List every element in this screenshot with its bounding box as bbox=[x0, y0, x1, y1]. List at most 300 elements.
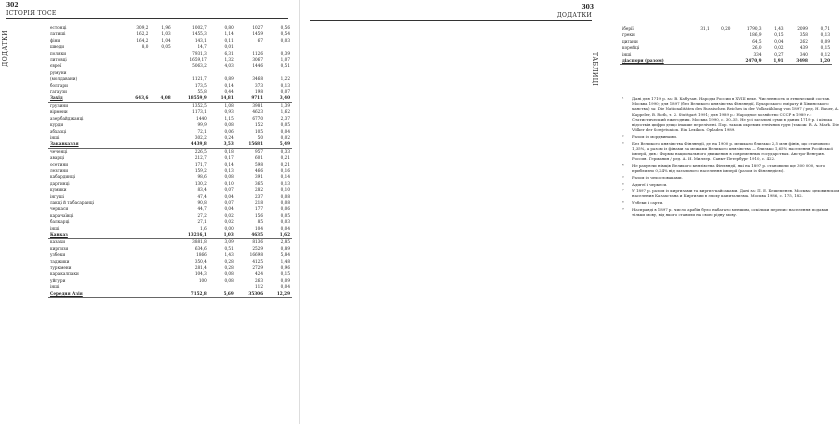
row-value: 1440 bbox=[196, 115, 207, 121]
row-value: 6770 bbox=[252, 115, 263, 121]
ethnic-table-continued bbox=[620, 26, 832, 65]
row-value: 358 bbox=[799, 32, 808, 38]
row-value: 0,33 bbox=[280, 148, 290, 154]
row-value: 0,71 bbox=[820, 26, 830, 31]
footnote bbox=[622, 96, 840, 132]
row-value: 0,08 bbox=[224, 271, 234, 277]
row-label: шведи bbox=[50, 44, 65, 50]
row-value: 44,7 bbox=[197, 206, 207, 212]
footnote-text: Не рахуючи німців Великого князівства Фінляндії, які на 1897 р. становили ще 300 000, чого приблизно 0,24% від загального населення імперії (разом із Фінляндією). bbox=[632, 162, 826, 174]
row-value: 0,51 bbox=[280, 63, 290, 69]
row-value: 0,44 bbox=[224, 89, 234, 95]
row-value: 1,08 bbox=[224, 102, 234, 108]
row-value: 218 bbox=[255, 199, 263, 205]
row-value: 0,07 bbox=[224, 187, 234, 193]
row-value: 0,14 bbox=[224, 161, 234, 167]
row-label: греки bbox=[622, 32, 635, 38]
row-value: 1,6 bbox=[200, 225, 207, 231]
row-value: 0,07 bbox=[224, 199, 234, 205]
row-label: корейці bbox=[622, 45, 640, 51]
row-value: 72,1 bbox=[197, 128, 207, 134]
table-row bbox=[48, 95, 292, 102]
row-label: (молдавани) bbox=[50, 76, 78, 82]
row-value bbox=[150, 239, 172, 246]
row-label: фіни bbox=[50, 37, 61, 43]
row-value: 0,15 bbox=[280, 271, 290, 277]
row-label: узбеки bbox=[50, 252, 66, 258]
row-value: 4,08 bbox=[150, 95, 172, 102]
row-label: Кавказ bbox=[48, 232, 123, 239]
footnote-mark: ⁶ bbox=[622, 181, 624, 187]
row-value: 50 bbox=[257, 134, 263, 140]
row-value: 601 bbox=[255, 155, 263, 161]
row-value: 957 bbox=[255, 148, 263, 154]
row-value: 334 bbox=[753, 51, 762, 57]
row-label: румуни bbox=[50, 69, 67, 75]
footnote-mark: ² bbox=[622, 133, 624, 139]
header-rule bbox=[310, 20, 592, 21]
row-value: 0,02 bbox=[224, 212, 234, 218]
row-label: карачаївці bbox=[50, 212, 74, 218]
row-value: 0,06 bbox=[280, 206, 290, 212]
footnote bbox=[622, 175, 840, 180]
row-value: 5,49 bbox=[265, 141, 292, 148]
table-row bbox=[48, 148, 292, 155]
row-value: 0,39 bbox=[280, 50, 290, 56]
row-value: 7152,8 bbox=[173, 291, 209, 298]
row-value bbox=[691, 58, 712, 65]
row-value: 391 bbox=[255, 174, 263, 180]
row-value: 0,13 bbox=[280, 180, 290, 186]
row-value: 1121,7 bbox=[192, 76, 207, 82]
row-value: 164,2 bbox=[136, 37, 149, 43]
row-value: 1,32 bbox=[224, 57, 234, 63]
side-tab: ДОДАТКИ bbox=[2, 30, 9, 67]
row-value: 31,1 bbox=[700, 26, 710, 31]
footnote-text: Разом із чехословаками. bbox=[632, 174, 683, 180]
row-label: інші bbox=[622, 51, 632, 57]
row-label: азербайджанці bbox=[50, 115, 84, 121]
table-row bbox=[48, 239, 292, 246]
row-value: 237 bbox=[255, 193, 263, 199]
row-value: 226,5 bbox=[194, 148, 207, 154]
row-value: 1,20 bbox=[810, 58, 832, 65]
row-value: 309,2 bbox=[136, 25, 149, 30]
row-value: 0,02 bbox=[774, 45, 784, 51]
row-value: 365 bbox=[255, 180, 263, 186]
row-value: 55,8 bbox=[197, 89, 207, 95]
row-value: 3,40 bbox=[265, 95, 292, 102]
row-value: 0,93 bbox=[224, 109, 234, 115]
footnote bbox=[622, 141, 840, 162]
row-value bbox=[150, 141, 172, 148]
row-value: 2470,9 bbox=[732, 58, 763, 65]
footnotes bbox=[622, 96, 840, 219]
row-value: 3981 bbox=[252, 102, 263, 108]
row-value bbox=[150, 102, 172, 109]
footnote-text: Насправді в 1897 р. число арабів було набагато меншим, оскільки перепис населення подавав тільки мову, від якого ставили на свою рідну мову. bbox=[632, 206, 829, 218]
row-value: 3067 bbox=[252, 57, 263, 63]
row-value: 0,12 bbox=[820, 51, 830, 57]
row-value: 162,2 bbox=[136, 31, 149, 37]
footnote-mark: ⁴ bbox=[622, 162, 624, 168]
ethnic-table bbox=[48, 25, 292, 298]
row-label: латиші bbox=[50, 31, 66, 37]
row-value: 104 bbox=[255, 225, 263, 231]
row-value: 1659,17 bbox=[189, 57, 207, 63]
row-label: туркмени bbox=[50, 265, 72, 271]
row-value: 1,62 bbox=[280, 109, 290, 115]
row-value: 0,13 bbox=[224, 167, 234, 173]
row-value: 0,14 bbox=[224, 82, 234, 88]
row-value: 0,09 bbox=[820, 38, 830, 44]
footnote bbox=[622, 188, 840, 198]
row-label: балкарці bbox=[50, 219, 70, 225]
row-value: 0,20 bbox=[721, 26, 731, 31]
row-value: 3,09 bbox=[224, 239, 234, 245]
row-value: 0,08 bbox=[280, 199, 290, 205]
row-value: 1,39 bbox=[280, 102, 290, 108]
footnote bbox=[622, 200, 840, 205]
row-value: 424 bbox=[255, 271, 263, 277]
row-value: 0,24 bbox=[224, 134, 234, 140]
row-value: 0,96 bbox=[280, 265, 290, 271]
row-value: 1,03 bbox=[209, 232, 236, 239]
row-label: Закавказзя bbox=[48, 141, 123, 148]
row-label: гагаузи bbox=[50, 89, 67, 95]
row-value: 98,6 bbox=[197, 174, 207, 180]
row-value: 171,7 bbox=[194, 161, 207, 167]
row-value: 598 bbox=[255, 161, 263, 167]
row-value: 0,05 bbox=[280, 212, 290, 218]
row-value: 1,43 bbox=[774, 26, 784, 31]
row-value: 4125 bbox=[252, 258, 263, 264]
row-value: 0,54 bbox=[280, 31, 290, 37]
row-label: інші bbox=[50, 284, 60, 290]
row-label: лезгини bbox=[50, 167, 68, 173]
row-value: 1446 bbox=[252, 63, 263, 69]
row-value: 0,28 bbox=[224, 265, 234, 271]
row-value: 643,6 bbox=[123, 95, 150, 102]
row-value: 1002,7 bbox=[192, 25, 207, 30]
row-value: 27,1 bbox=[197, 219, 207, 225]
footnote bbox=[622, 182, 840, 187]
row-value: 177 bbox=[255, 206, 263, 212]
footnote-text: Разом із мордвинами. bbox=[632, 133, 678, 139]
row-value: 0,15 bbox=[774, 32, 784, 38]
row-value bbox=[123, 148, 150, 155]
row-value bbox=[123, 102, 150, 109]
row-value bbox=[123, 239, 150, 246]
row-value: 0,13 bbox=[280, 82, 290, 88]
footnote-mark: ¹ bbox=[622, 96, 624, 101]
table-row bbox=[48, 291, 292, 298]
row-value: 1,96 bbox=[161, 25, 171, 30]
page-number: 302 bbox=[6, 2, 19, 9]
row-label: казахи bbox=[50, 239, 66, 245]
row-value: 1,91 bbox=[764, 58, 786, 65]
row-value: 0,04 bbox=[224, 206, 234, 212]
row-value: 27,2 bbox=[197, 212, 207, 218]
row-value: 1,07 bbox=[280, 57, 290, 63]
row-value: 0,04 bbox=[774, 38, 784, 44]
row-value bbox=[150, 291, 172, 298]
row-value: 2099 bbox=[797, 26, 808, 31]
table-row bbox=[620, 58, 832, 65]
row-value: 0,10 bbox=[224, 180, 234, 186]
row-label: грузини bbox=[50, 102, 68, 108]
row-label: діаспори (разом) bbox=[620, 58, 691, 65]
row-value: 1459 bbox=[252, 31, 263, 37]
footnote bbox=[622, 134, 840, 139]
row-value: 0,89 bbox=[224, 76, 234, 82]
row-value: 112 bbox=[255, 284, 263, 290]
row-value: 143,1 bbox=[194, 37, 207, 43]
footnote-text: Узбеки і сарти. bbox=[632, 200, 664, 206]
row-value: 6,31 bbox=[224, 50, 234, 56]
row-value: 47,4 bbox=[197, 193, 207, 199]
row-value: 2,85 bbox=[280, 239, 290, 245]
row-value: 1027 bbox=[252, 25, 263, 30]
row-value: 0,08 bbox=[224, 174, 234, 180]
running-header: ІСТОРІЯ ТОСЕ bbox=[6, 10, 57, 17]
footnote-mark: ³ bbox=[622, 140, 624, 146]
row-value: 4,03 bbox=[224, 63, 234, 69]
row-value: 1,62 bbox=[265, 232, 292, 239]
row-value: 198 bbox=[255, 89, 263, 95]
row-value: 64,5 bbox=[752, 38, 762, 44]
row-label: каракалпаки bbox=[50, 271, 79, 277]
row-value: 0,02 bbox=[280, 134, 290, 140]
row-value: 0,05 bbox=[280, 122, 290, 128]
row-label: курди bbox=[50, 122, 64, 128]
row-value: 0,89 bbox=[280, 245, 290, 251]
row-value: 5063,2 bbox=[192, 63, 207, 69]
row-label: осетини bbox=[50, 161, 69, 167]
table-row bbox=[48, 102, 292, 109]
row-value: 4623 bbox=[252, 109, 263, 115]
row-value: 2529 bbox=[252, 245, 263, 251]
row-value: 0,04 bbox=[280, 284, 290, 290]
row-value: 1790,3 bbox=[746, 26, 762, 31]
row-value: 1352,5 bbox=[192, 102, 207, 108]
header-rule bbox=[6, 18, 288, 19]
row-label: євреї bbox=[50, 63, 62, 69]
footnote-mark: ⁷ bbox=[622, 188, 624, 194]
row-label: інші bbox=[50, 134, 60, 140]
row-value: 0,02 bbox=[224, 219, 234, 225]
row-value: 83,4 bbox=[197, 187, 207, 193]
footnote-text: Дані для 1719 р. за: В. Кабузан. Народы России в XVIII веке. Численность и этнический состав. Москва 1990; для 1897 (без Великого князівства Фінляндії, Бухарського емірату й Хівинського ханства) за: Die Nationalitäten des Russischen Reiches in der Volkszählung von 1897 / ред. H. Bauer, A. Kappeler, B. Roth, т. 2. Stuttgart 1991; для 1989 р.: Народное хозяйство СССР в 1989 г.: Статистический ежегодник. Москва 1990, с. 30–35. Не усі загальні суми в даних 1719 р. і кілька відсотків цифри дещо інакше перелічені. Пор. також окремих етнічних груп (також: R. A. Mark. Die Völker der Sowjetunion. Ein Lexikon. Opladen 1989. bbox=[632, 96, 840, 133]
row-label: таджики bbox=[50, 258, 70, 264]
row-value: 15681 bbox=[236, 141, 265, 148]
right-page bbox=[300, 0, 840, 424]
row-value: 8136 bbox=[252, 239, 263, 245]
row-value: 90,8 bbox=[197, 199, 207, 205]
footnote bbox=[622, 163, 840, 173]
footnote-text: Адигеї і черкеси. bbox=[632, 181, 668, 187]
row-value: 212,7 bbox=[194, 155, 207, 161]
footnote-mark: ⁸ bbox=[622, 200, 624, 206]
row-value: 67 bbox=[257, 37, 263, 43]
row-label: болгари bbox=[50, 82, 68, 88]
footnote-text: Без Великого князівства Фінляндії, де на 1900 р. мешкало близько 2,5 млн фінів, що становило 1,35%, а разом із фінами за межами Великого князівства — близько 1,65% населення Російської імперії, див.: Формы национального движения в современных государствах. Австро-Венгрия. Россия. Германия / ред. А. И. Миллер. Санкт-Петербург 1910, с. 422. bbox=[632, 140, 833, 162]
row-value bbox=[150, 148, 172, 155]
footnote-mark: ⁹ bbox=[622, 206, 624, 212]
row-value: 18559,9 bbox=[173, 95, 209, 102]
row-value: 0,08 bbox=[224, 277, 234, 283]
row-value: 104,3 bbox=[194, 271, 207, 277]
footnote-text: У 1897 р. разом із киргизами та киргиз-кайсаками. Дані за: П. Е. Бешеменев. Москва: цеховинском населения Казахстана и Киргизии в эпоху капитализма. Москва 1986, с. 175, 182. bbox=[632, 188, 840, 199]
row-value: 186,9 bbox=[749, 32, 762, 38]
row-label: інші bbox=[50, 225, 60, 231]
row-value: 14,7 bbox=[197, 44, 207, 50]
running-header: ДОДАТКИ bbox=[556, 12, 592, 19]
row-label: поляки bbox=[50, 50, 67, 56]
row-value: 0,00 bbox=[224, 225, 234, 231]
row-value: 14,81 bbox=[209, 95, 236, 102]
row-value: 0,09 bbox=[280, 277, 290, 283]
row-value: 3498 bbox=[786, 58, 810, 65]
row-value: 152 bbox=[255, 122, 263, 128]
row-value: 0,28 bbox=[224, 258, 234, 264]
row-value: 0,10 bbox=[280, 187, 290, 193]
left-page bbox=[0, 0, 300, 424]
row-value: 0,14 bbox=[280, 174, 290, 180]
row-value: 3,53 bbox=[209, 141, 236, 148]
row-value: 5,69 bbox=[209, 291, 236, 298]
row-value: 0,06 bbox=[224, 128, 234, 134]
row-label: Середня Азія bbox=[48, 291, 123, 298]
row-value: 0,17 bbox=[224, 155, 234, 161]
row-value: 0,08 bbox=[280, 193, 290, 199]
row-value: 4439,8 bbox=[173, 141, 209, 148]
side-tab: ТАБЛИЦІ bbox=[591, 52, 598, 87]
table-row bbox=[48, 141, 292, 148]
row-value: 634,6 bbox=[194, 245, 207, 251]
row-label: вірмени bbox=[50, 109, 68, 115]
row-value: 13216,1 bbox=[173, 232, 209, 239]
row-value bbox=[123, 232, 150, 239]
row-value: 16698 bbox=[249, 252, 263, 258]
row-value: 1,43 bbox=[224, 252, 234, 258]
row-label: аварці bbox=[50, 155, 65, 161]
row-value: 0,51 bbox=[224, 245, 234, 251]
row-value: 0,03 bbox=[280, 219, 290, 225]
row-value: 3468 bbox=[252, 76, 263, 82]
row-value: 5,84 bbox=[280, 252, 290, 258]
row-value: 35306 bbox=[236, 291, 265, 298]
row-value: 0,21 bbox=[280, 161, 290, 167]
footnote-mark: ⁵ bbox=[622, 174, 624, 180]
footnote bbox=[622, 207, 840, 217]
row-value: 1,15 bbox=[224, 115, 234, 121]
row-label: іберії bbox=[622, 26, 634, 31]
row-value: 0,08 bbox=[224, 122, 234, 128]
row-label: інгуші bbox=[50, 193, 65, 199]
row-value: 2729 bbox=[252, 265, 263, 271]
row-value: 1,03 bbox=[161, 31, 171, 37]
row-label: даргинці bbox=[50, 180, 70, 186]
row-label: кабардинці bbox=[50, 174, 76, 180]
row-value: 7931,3 bbox=[192, 50, 207, 56]
row-value: 0,11 bbox=[224, 37, 234, 43]
row-value: 2,37 bbox=[280, 115, 290, 121]
row-value: 0,13 bbox=[820, 32, 830, 38]
page-number: 303 bbox=[581, 4, 594, 11]
row-label: чеченці bbox=[50, 148, 68, 154]
row-value: 0,07 bbox=[280, 89, 290, 95]
row-value: 0,04 bbox=[224, 193, 234, 199]
table-row bbox=[48, 232, 292, 239]
row-value: 263 bbox=[255, 277, 263, 283]
row-value: 9711 bbox=[236, 95, 265, 102]
row-value: 0,18 bbox=[224, 148, 234, 154]
row-value: 8,0 bbox=[141, 44, 149, 50]
row-value: 100 bbox=[198, 277, 207, 283]
row-value: 0,01 bbox=[224, 44, 234, 50]
row-value: 159,2 bbox=[194, 167, 207, 173]
row-value: 99,9 bbox=[197, 122, 207, 128]
row-label: абхазці bbox=[50, 128, 67, 134]
row-value: 0,03 bbox=[280, 37, 290, 43]
row-value: 26,0 bbox=[752, 45, 762, 51]
row-value: 1126 bbox=[252, 50, 263, 56]
row-value: 0,05 bbox=[161, 44, 171, 50]
row-value: 0,27 bbox=[774, 51, 784, 57]
row-value: 439 bbox=[799, 45, 808, 51]
row-label: литовці bbox=[50, 57, 67, 63]
row-label: естонці bbox=[50, 25, 67, 30]
row-value bbox=[712, 58, 733, 65]
row-value: 350,4 bbox=[194, 258, 207, 264]
row-value: 0,04 bbox=[280, 225, 290, 231]
row-value: 1,48 bbox=[280, 258, 290, 264]
row-value: 466 bbox=[255, 167, 263, 173]
row-value: 156 bbox=[255, 212, 263, 218]
row-value bbox=[123, 141, 150, 148]
row-value: 262 bbox=[799, 38, 808, 44]
row-value: 282 bbox=[255, 187, 263, 193]
row-value: 0,16 bbox=[280, 167, 290, 173]
row-label: цигани bbox=[622, 38, 638, 44]
row-value: 3881,8 bbox=[192, 239, 207, 245]
row-value: 340 bbox=[799, 51, 808, 57]
row-label: лакці й табасаранці bbox=[50, 199, 94, 205]
row-value: 173,5 bbox=[194, 82, 207, 88]
row-label: кумики bbox=[50, 187, 67, 193]
row-value: 0,80 bbox=[224, 25, 234, 30]
row-value: 4635 bbox=[236, 232, 265, 239]
row-value: 1,22 bbox=[280, 76, 290, 82]
row-label: киргизи bbox=[50, 245, 69, 251]
row-value: 0,56 bbox=[280, 25, 290, 30]
row-value bbox=[150, 232, 172, 239]
row-value: 85 bbox=[257, 219, 263, 225]
row-value: 302,2 bbox=[194, 134, 207, 140]
row-label: уйгури bbox=[50, 277, 66, 283]
row-value: 373 bbox=[255, 82, 263, 88]
row-value: 1,14 bbox=[224, 31, 234, 37]
row-value: 1,04 bbox=[161, 37, 171, 43]
row-value: 1455,3 bbox=[192, 31, 207, 37]
row-value: 0,21 bbox=[280, 155, 290, 161]
row-value: 1173,1 bbox=[192, 109, 207, 115]
row-value: 281,4 bbox=[194, 265, 207, 271]
row-value: 1866 bbox=[196, 252, 207, 258]
row-value: 0,15 bbox=[820, 45, 830, 51]
row-value: 105 bbox=[255, 128, 263, 134]
